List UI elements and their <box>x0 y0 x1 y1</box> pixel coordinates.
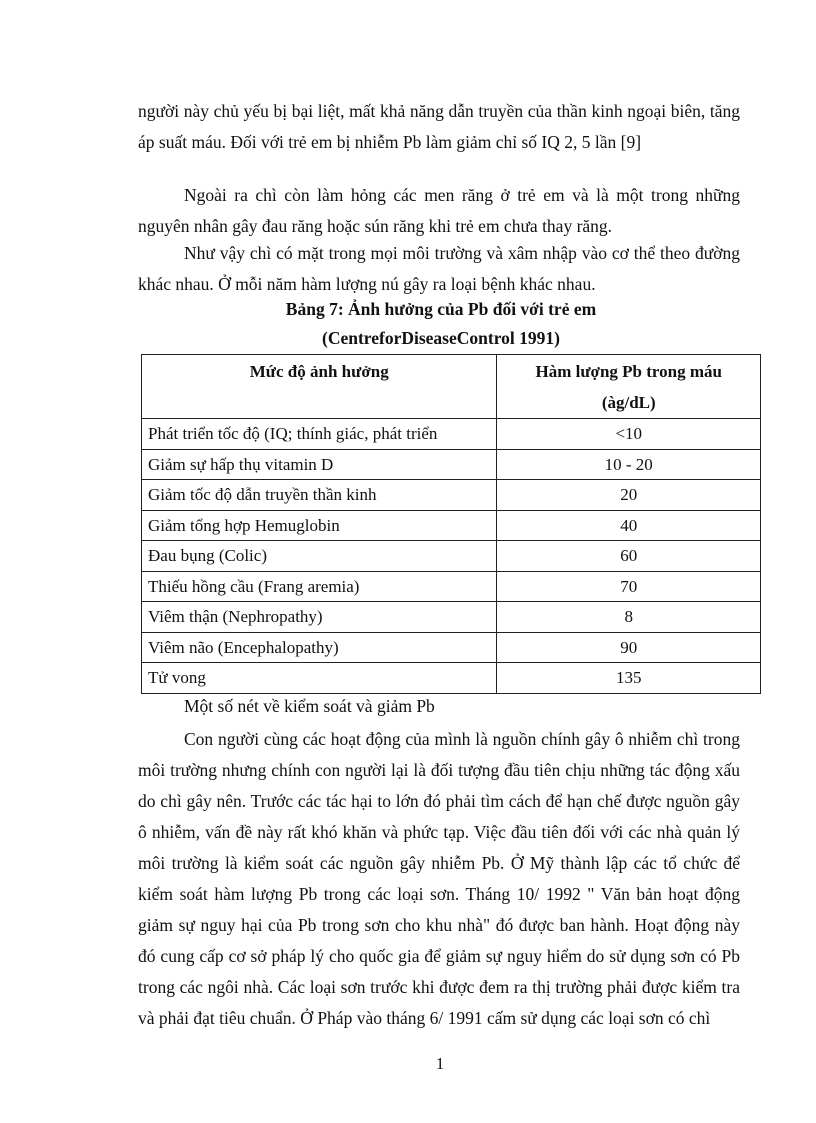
table-row <box>142 480 761 511</box>
table-row <box>142 419 761 450</box>
value-cell: 20 <box>497 480 761 511</box>
value-cell: <10 <box>497 419 761 450</box>
effect-cell: Viêm não (Encephalopathy) <box>142 632 497 663</box>
table-row <box>142 632 761 663</box>
value-cell: 70 <box>497 571 761 602</box>
paragraph-lead-effects: người này chủ yếu bị bại liệt, mất khả năng dẫn truyền của thần kinh ngoại biên, tăng áp suất máu. Đối với trẻ em bị nhiễm Pb làm giảm chỉ số IQ 2, 5 lần [9] <box>138 101 740 152</box>
value-cell: 10 - 20 <box>497 449 761 480</box>
effect-cell: Giảm tổng hợp Hemuglobin <box>142 510 497 541</box>
header-effect-level: Mức độ ảnh hưởng <box>142 355 497 419</box>
table-row <box>142 541 761 572</box>
table-row <box>142 602 761 633</box>
value-cell: 90 <box>497 632 761 663</box>
table-row <box>142 449 761 480</box>
effect-cell: Tử vong <box>142 663 497 694</box>
effect-cell: Giảm tốc độ dẫn truyền thần kinh <box>142 480 497 511</box>
table-header-row <box>142 355 761 419</box>
value-cell: 40 <box>497 510 761 541</box>
value-cell: 8 <box>497 602 761 633</box>
table-caption-source: (CentreforDiseaseControl 1991) <box>322 328 560 348</box>
paragraph-control: Con người cùng các hoạt động của mình là nguồn chính gây ô nhiễm chì trong môi trường nhưng chính con người lại là đối tượng đầu tiên chịu những tác động xấu do chì gây nên. Trước các tác hại to lớn đó phải tìm cách để hạn chế được nguồn gây ô nhiễm, vấn đề này rất khó khăn và phức tạp. Việc đầu tiên đối với các nhà quản lý môi trường là kiểm soát các nguồn gây nhiễm Pb. Ở Mỹ thành lập các tổ chức để kiểm soát hàm lượng Pb trong các loại sơn. Tháng 10/ 1992 " Văn bản hoạt động giảm sự nguy hại của Pb trong sơn cho khu nhà" đó được ban hành. Hoạt động này đó cung cấp cơ sở pháp lý cho quốc gia để giảm sự nguy hiểm do sử dụng sơn có Pb trong các ngôi nhà. Các loại sơn trước khi được đem ra thị trường phải được kiểm tra và phải đạt tiêu chuẩn. Ở Pháp vào tháng 6/ 1991 cấm sử dụng các loại sơn có chì <box>138 729 740 1028</box>
header-blood-lead-unit: (àg/dL) <box>601 393 656 412</box>
page-number: 1 <box>435 1054 445 1073</box>
paragraph-summary: Như vậy chì có mặt trong mọi môi trường và xâm nhập vào cơ thể theo đường khác nhau. Ở mỗi năm hàm lượng nú gây ra loại bệnh khác nhau. <box>138 243 740 294</box>
header-blood-lead-title: Hàm lượng Pb trong máu <box>535 362 722 381</box>
effect-cell: Phát triển tốc độ (IQ; thính giác, phát triển <box>142 419 497 450</box>
lead-effects-table <box>141 354 761 694</box>
value-cell: 60 <box>497 541 761 572</box>
table-row <box>142 663 761 694</box>
effect-cell: Thiếu hồng cầu (Frang aremia) <box>142 571 497 602</box>
effect-cell: Giảm sự hấp thụ vitamin D <box>142 449 497 480</box>
effect-cell: Đau bụng (Colic) <box>142 541 497 572</box>
table-row <box>142 571 761 602</box>
effect-cell: Viêm thận (Nephropathy) <box>142 602 497 633</box>
table-caption: Bảng 7: Ảnh hưởng của Pb đối với trẻ em <box>285 299 597 319</box>
section-heading-control: Một số nét về kiểm soát và giảm Pb <box>184 696 435 716</box>
paragraph-teeth: Ngoài ra chì còn làm hỏng các men răng ở trẻ em và là một trong những nguyên nhân gây đau răng hoặc sún răng khi trẻ em chưa thay răng. <box>138 185 740 236</box>
table-row <box>142 510 761 541</box>
value-cell: 135 <box>497 663 761 694</box>
header-blood-lead <box>497 355 761 419</box>
